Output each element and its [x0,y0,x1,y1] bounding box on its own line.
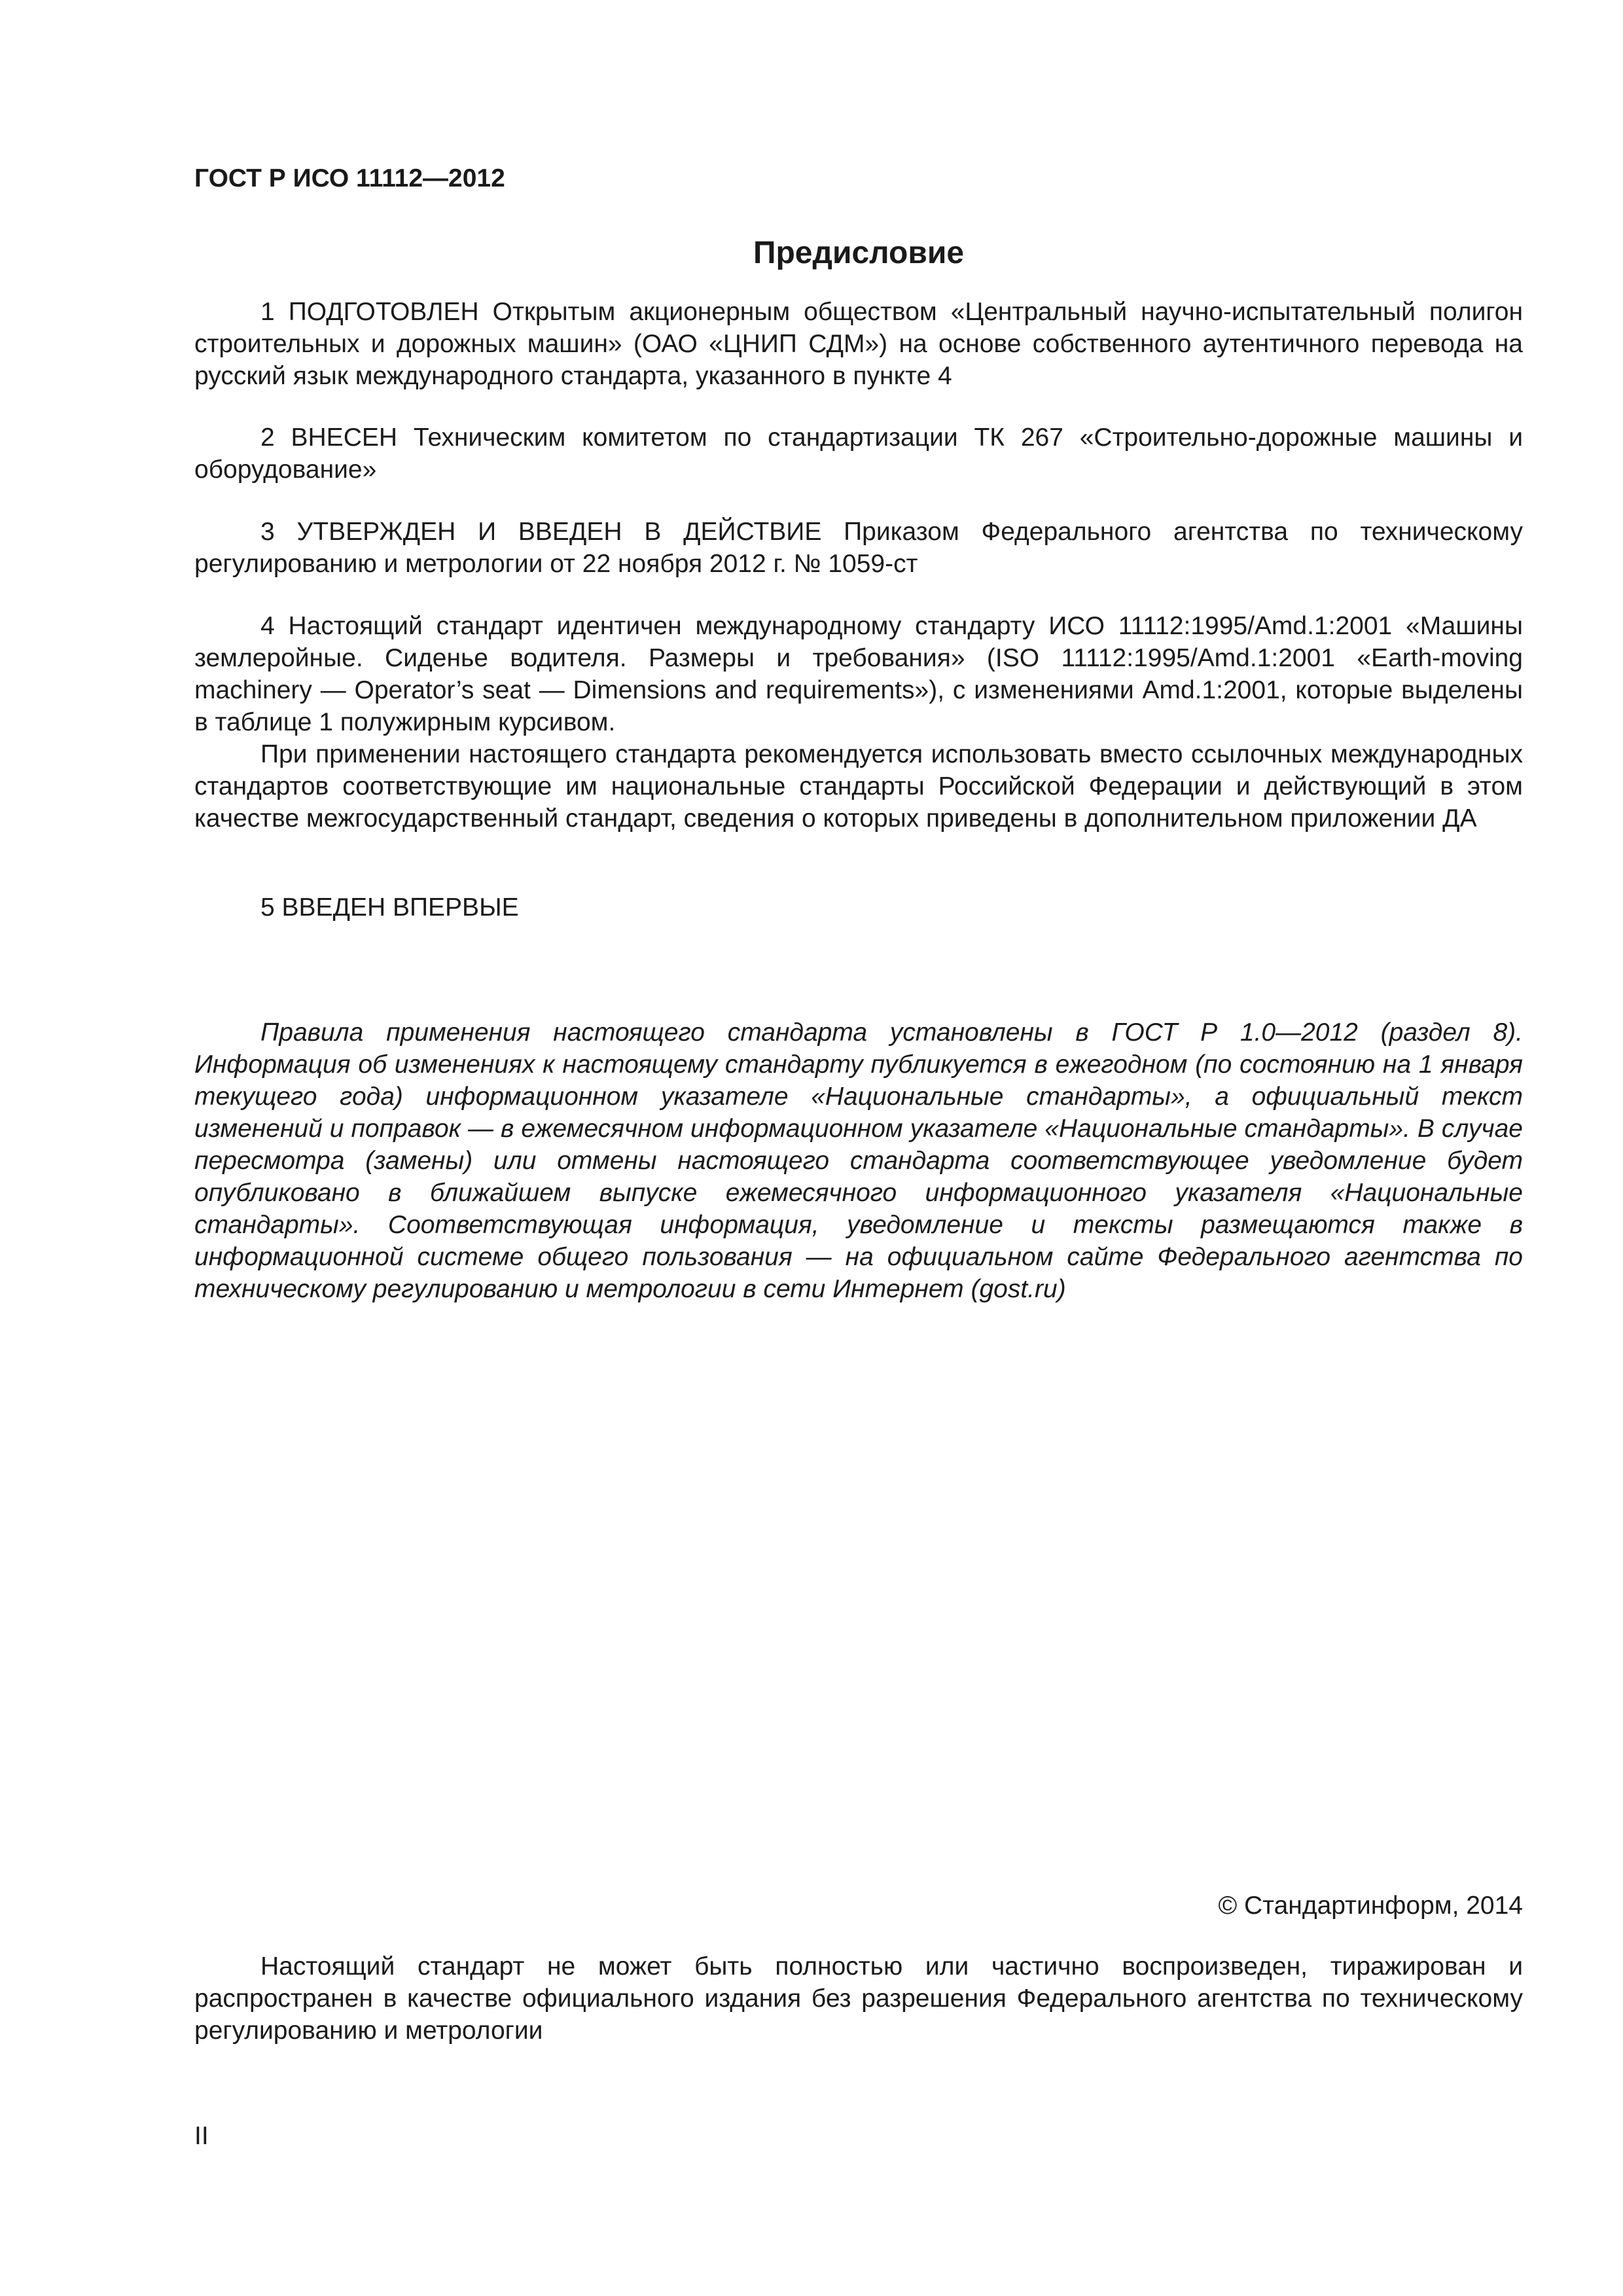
document-header: ГОСТ Р ИСО 11112—2012 [194,164,505,192]
foreword-item-1-text: 1 ПОДГОТОВЛЕН Открытым акционерным обществом «Центральный научно-испытательный полигон строительных и дорожных машин» (ОАО «ЦНИП СДМ») на основе собственного аутентичного перевода на русский язык международного стандарта, указанного в пункте 4 [194,298,1523,390]
foreword-item-5 [194,891,1523,924]
foreword-item-2-text: 2 ВНЕСЕН Техническим комитетом по стандартизации ТК 267 «Строительно-дорожные машины и оборудование» [194,423,1523,484]
foreword-item-2 [194,422,1523,486]
foreword-item-4-text: 4 Настоящий стандарт идентичен международному стандарту ИСО 11112:1995/Amd.1:2001 «Машины землеройные. Сиденье водителя. Размеры и требования» (ISO 11112:1995/Amd.1:2001 «Earth-moving machinery — Operator’s seat — Dimensions and requirements»), с изменениями Amd.1:2001, которые выделены в таблице 1 полужирным курсивом. [194,612,1523,736]
foreword-item-3-text: 3 УТВЕРЖДЕН И ВВЕДЕН В ДЕЙСТВИЕ Приказом Федерального агентства по техническому регулированию и метрологии от 22 ноября 2012 г. № 1059-ст [194,518,1523,578]
page-number: II [194,2122,209,2150]
foreword-item-1 [194,296,1523,392]
foreword-item-5-text: 5 ВВЕДЕН ВПЕРВЫЕ [260,893,519,922]
rules-notice [194,1016,1523,1305]
copyright-line: © Стандартинформ, 2014 [1218,1892,1523,1920]
rules-notice-text: Правила применения настоящего стандарта установлены в ГОСТ Р 1.0—2012 (раздел 8). Информация об изменениях к настоящему стандарту публикуется в ежегодном (по состоянию на 1 января текущего года) информационном указателе «Национальные стандарты», а официальный текст изменений и поправок — в ежемесячном информационном указателе «Национальные стандарты». В случае пересмотра (замены) или отмены настоящего стандарта соответствующее уведомление будет опубликовано в ближайшем выпуске ежемесячного информационного указателя «Национальные стандарты». Соответствующая информация, уведомление и тексты размещаются также в информационной системе общего пользования — на официальном сайте Федерального агентства по техническому регулированию и метрологии в сети Интернет (gost.ru) [194,1018,1523,1303]
foreword-item-3 [194,516,1523,580]
reproduction-notice-text: Настоящий стандарт не может быть полностью или частично воспроизведен, тиражирован и распространен в качестве официального издания без разрешения Федерального агентства по техническому регулированию и метрологии [194,1952,1523,2045]
document-page [194,0,1523,2296]
foreword-item-4-note: При применении настоящего стандарта рекомендуется использовать вместо ссылочных международных стандартов соответствующие им национальные стандарты Российской Федерации и действующий в этом качестве межгосударственный стандарт, сведения о которых приведены в дополнительном приложении ДА [194,740,1523,833]
page-title: Предисловие [753,236,965,270]
foreword-item-4 [194,610,1523,834]
reproduction-notice [194,1950,1523,2047]
